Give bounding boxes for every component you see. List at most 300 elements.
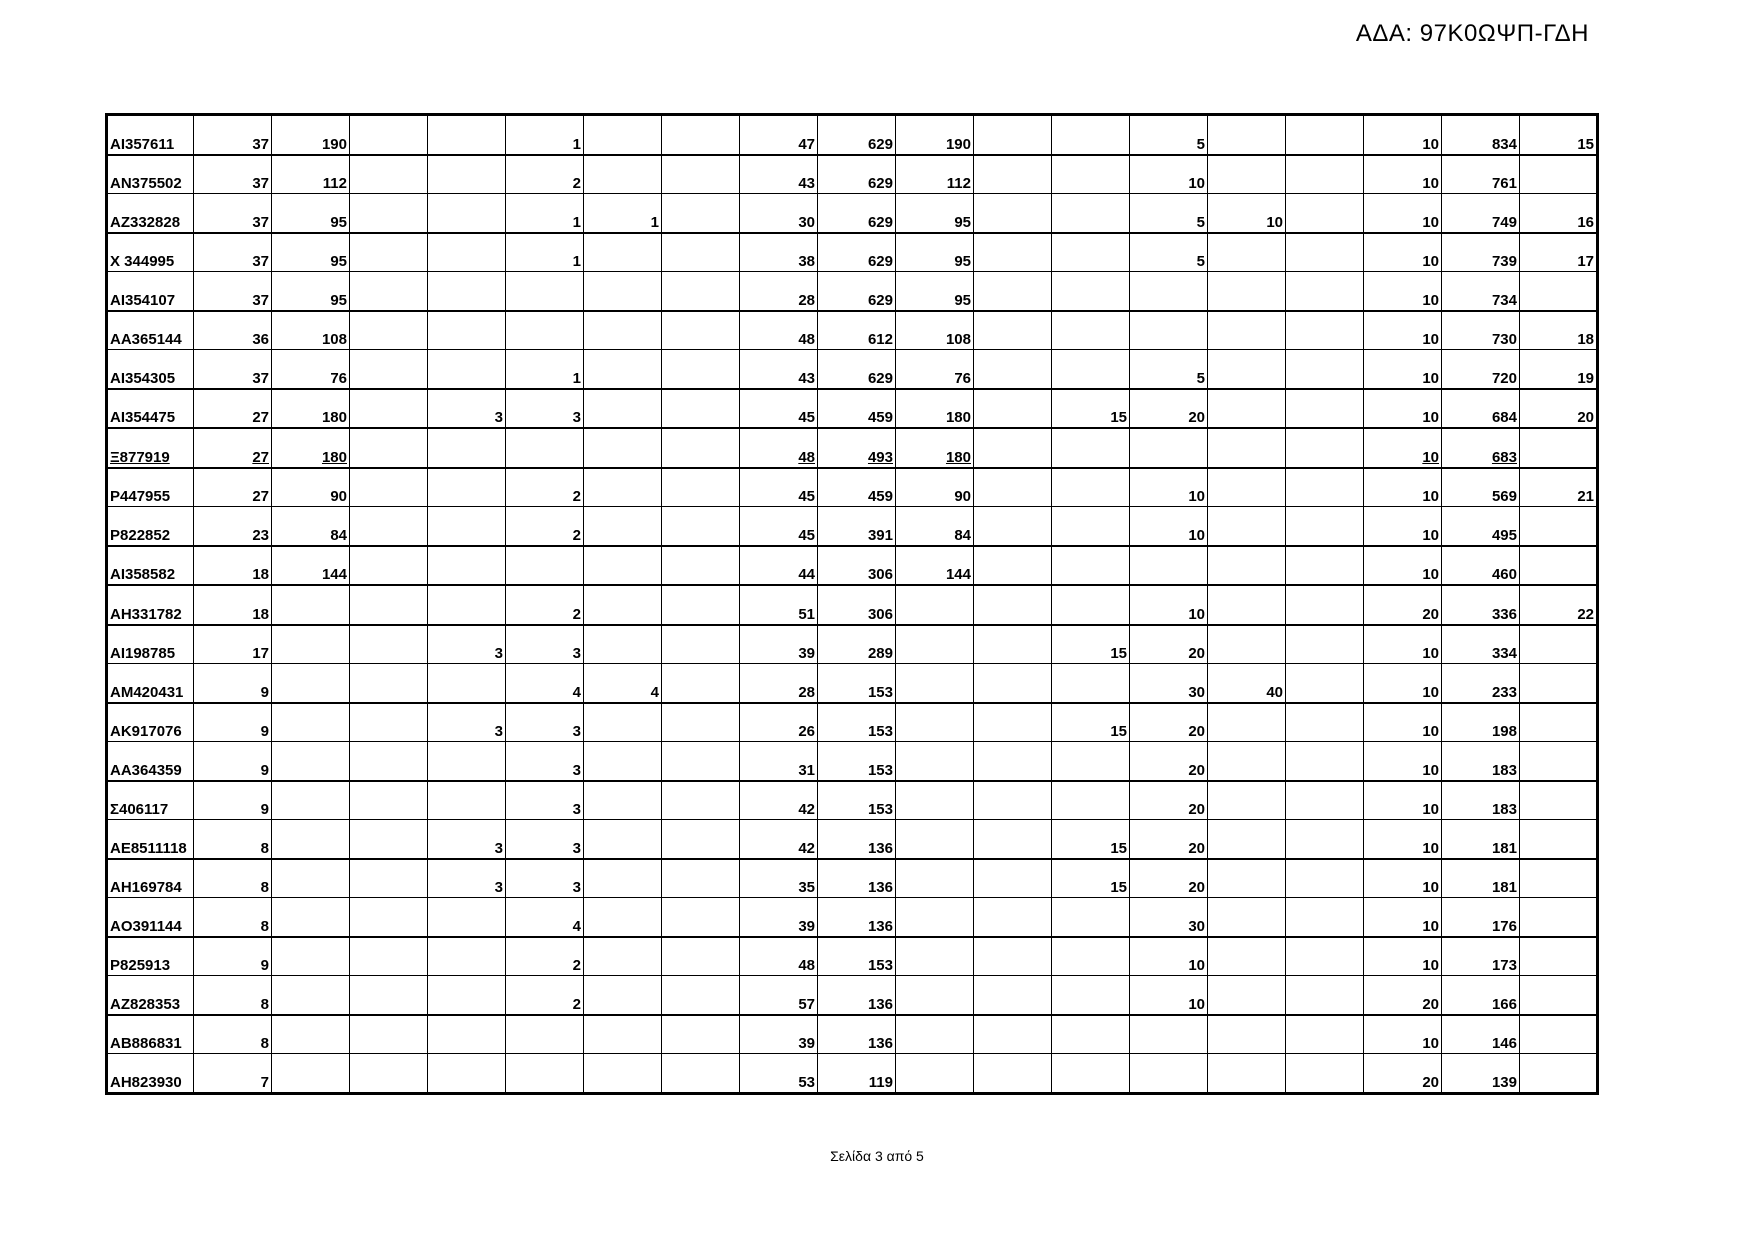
table-cell [974,937,1052,976]
table-cell: 190 [272,115,350,155]
table-cell: 20 [1130,781,1208,820]
table-cell: 3 [428,703,506,742]
table-cell [1208,703,1286,742]
table-cell [1208,976,1286,1015]
table-cell: 144 [272,546,350,586]
table-cell: 10 [1130,155,1208,194]
table-cell: 198 [1442,703,1520,742]
table-cell: 10 [1364,155,1442,194]
table-cell: 7 [194,1054,272,1094]
table-cell: 9 [194,781,272,820]
table-cell: 3 [506,820,584,859]
table-cell: 5 [1130,350,1208,389]
table-cell [584,937,662,976]
table-cell: 10 [1130,585,1208,625]
table-cell [1286,742,1364,781]
table-cell: 10 [1130,507,1208,546]
table-cell [350,781,428,820]
row-id-cell: AM420431 [107,664,194,703]
table-cell: 48 [740,937,818,976]
table-cell: 15 [1052,820,1130,859]
table-cell: 23 [194,507,272,546]
table-cell: 76 [896,350,974,389]
table-cell [1208,625,1286,664]
table-cell [1052,272,1130,311]
row-id-cell: AH331782 [107,585,194,625]
table-cell [662,625,740,664]
table-cell [1052,937,1130,976]
table-cell: 18 [1520,311,1598,350]
table-cell [1520,781,1598,820]
table-cell [272,1015,350,1054]
table-cell [428,546,506,586]
table-cell [428,664,506,703]
row-id-cell: AO391144 [107,898,194,937]
table-cell [1208,272,1286,311]
table-cell [974,859,1052,898]
table-cell [1286,976,1364,1015]
table-cell [584,1015,662,1054]
table-row [107,703,1598,742]
table-cell: 10 [1364,742,1442,781]
table-cell: 10 [1130,937,1208,976]
table-cell [896,1054,974,1094]
row-id-cell: Σ406117 [107,781,194,820]
table-cell [584,976,662,1015]
table-cell [350,546,428,586]
table-cell: 180 [896,389,974,429]
table-cell [1286,194,1364,233]
table-cell: 612 [818,311,896,350]
table-cell: 37 [194,272,272,311]
table-cell: 139 [1442,1054,1520,1094]
table-cell: 20 [1130,820,1208,859]
table-cell [350,859,428,898]
table-cell: 629 [818,272,896,311]
table-cell: 40 [1208,664,1286,703]
table-cell [428,742,506,781]
table-cell: 90 [272,468,350,507]
table-cell [662,272,740,311]
table-cell: 95 [896,233,974,272]
table-cell [1286,155,1364,194]
table-cell [1286,389,1364,429]
table-row [107,233,1598,272]
table-cell [662,468,740,507]
table-cell [662,311,740,350]
table-cell [1286,703,1364,742]
table-cell [428,585,506,625]
row-id-cell: AA364359 [107,742,194,781]
table-cell: 569 [1442,468,1520,507]
table-cell: 8 [194,976,272,1015]
table-cell: 10 [1364,820,1442,859]
table-cell [896,585,974,625]
table-cell [350,585,428,625]
table-cell: 4 [506,898,584,937]
table-cell [272,585,350,625]
row-id-cell: X 344995 [107,233,194,272]
table-cell [1130,1054,1208,1094]
table-cell [662,155,740,194]
row-id-cell: AZ828353 [107,976,194,1015]
table-cell: 10 [1364,898,1442,937]
table-cell [584,1054,662,1094]
table-cell [662,507,740,546]
table-row [107,976,1598,1015]
table-cell [662,820,740,859]
table-cell [350,155,428,194]
table-cell: 20 [1364,976,1442,1015]
table-cell [584,389,662,429]
table-cell: 10 [1364,468,1442,507]
table-cell: 136 [818,859,896,898]
table-cell [1286,859,1364,898]
table-cell: 20 [1130,742,1208,781]
table-cell [428,155,506,194]
table-cell [974,898,1052,937]
table-cell [1520,820,1598,859]
table-cell: 9 [194,703,272,742]
table-cell: 306 [818,585,896,625]
table-cell: 2 [506,585,584,625]
table-cell: 2 [506,468,584,507]
table-cell: 43 [740,155,818,194]
table-cell [272,898,350,937]
table-cell [1520,898,1598,937]
table-cell: 57 [740,976,818,1015]
table-cell [1052,194,1130,233]
table-cell [350,937,428,976]
table-cell: 20 [1130,389,1208,429]
table-cell [584,155,662,194]
table-cell [272,976,350,1015]
table-cell [1208,546,1286,586]
table-cell [1286,937,1364,976]
table-cell: 629 [818,155,896,194]
table-cell [428,468,506,507]
table-cell [662,585,740,625]
table-cell [272,625,350,664]
table-cell: 153 [818,742,896,781]
table-row [107,859,1598,898]
table-cell [974,976,1052,1015]
table-cell [584,428,662,468]
table-cell: 84 [896,507,974,546]
table-cell [350,625,428,664]
table-cell: 21 [1520,468,1598,507]
table-cell: 76 [272,350,350,389]
table-cell [584,820,662,859]
table-cell [974,468,1052,507]
table-cell [1286,428,1364,468]
table-cell [350,428,428,468]
table-cell: 1 [506,233,584,272]
table-cell: 10 [1364,1015,1442,1054]
table-cell: 15 [1520,115,1598,155]
table-cell: 459 [818,468,896,507]
table-cell: 181 [1442,820,1520,859]
table-cell: 459 [818,389,896,429]
table-cell [662,1015,740,1054]
table-row [107,820,1598,859]
table-cell [1520,272,1598,311]
table-cell: 336 [1442,585,1520,625]
table-row [107,742,1598,781]
table-cell [974,820,1052,859]
table-cell [1208,742,1286,781]
table-cell: 48 [740,428,818,468]
table-cell [974,115,1052,155]
table-cell [350,389,428,429]
table-cell [584,859,662,898]
table-cell: 95 [896,194,974,233]
table-cell: 10 [1364,703,1442,742]
table-cell: 19 [1520,350,1598,389]
table-cell [662,115,740,155]
table-cell [1520,625,1598,664]
table-cell: 22 [1520,585,1598,625]
table-cell [1286,233,1364,272]
table-cell [896,664,974,703]
table-cell [1208,350,1286,389]
table-cell: 306 [818,546,896,586]
table-cell [1520,155,1598,194]
table-cell [584,350,662,389]
table-cell: 10 [1364,507,1442,546]
table-cell [1208,859,1286,898]
table-cell: 37 [194,194,272,233]
table-row [107,664,1598,703]
table-cell: 136 [818,1015,896,1054]
table-cell: 629 [818,194,896,233]
table-cell [1052,742,1130,781]
table-cell: 38 [740,233,818,272]
table-cell: 684 [1442,389,1520,429]
table-cell: 112 [896,155,974,194]
table-cell [584,507,662,546]
table-cell [584,625,662,664]
table-cell: 20 [1520,389,1598,429]
table-cell [1520,1015,1598,1054]
table-cell [1208,233,1286,272]
table-cell [506,1015,584,1054]
table-cell: 10 [1364,115,1442,155]
table-cell [1520,1054,1598,1094]
table-cell: 27 [194,468,272,507]
table-cell [428,507,506,546]
table-cell: 144 [896,546,974,586]
table-cell: 749 [1442,194,1520,233]
table-cell [1052,976,1130,1015]
table-cell: 180 [272,389,350,429]
table-cell [1208,311,1286,350]
table-cell: 3 [428,625,506,664]
table-cell [584,546,662,586]
table-cell [428,115,506,155]
table-cell: 2 [506,976,584,1015]
table-cell: 10 [1208,194,1286,233]
table-cell: 683 [1442,428,1520,468]
table-cell: 9 [194,664,272,703]
table-cell [974,272,1052,311]
table-cell: 8 [194,898,272,937]
table-cell [272,664,350,703]
row-id-cell: AE8511118 [107,820,194,859]
table-cell [1286,1054,1364,1094]
table-cell: 20 [1130,625,1208,664]
table-cell [662,389,740,429]
table-cell: 190 [896,115,974,155]
table-cell [896,976,974,1015]
table-cell: 734 [1442,272,1520,311]
row-id-cell: P447955 [107,468,194,507]
row-id-cell: AI357611 [107,115,194,155]
table-cell [662,781,740,820]
table-cell [896,898,974,937]
table-cell [662,428,740,468]
table-row [107,311,1598,350]
table-cell: 153 [818,664,896,703]
table-cell [1286,585,1364,625]
table-cell [974,233,1052,272]
table-cell: 8 [194,1015,272,1054]
table-cell [896,781,974,820]
table-cell: 48 [740,311,818,350]
table-cell [1130,1015,1208,1054]
table-cell [428,1015,506,1054]
table-cell: 45 [740,389,818,429]
table-cell [350,898,428,937]
table-cell [1520,742,1598,781]
table-cell: 18 [194,546,272,586]
table-cell [1208,428,1286,468]
table-cell [974,625,1052,664]
table-cell [896,820,974,859]
row-id-cell: Ξ877919 [107,428,194,468]
page-number: Σελίδα 3 από 5 [830,1148,924,1164]
table-cell: 173 [1442,937,1520,976]
table-cell: 2 [506,155,584,194]
table-cell: 20 [1130,703,1208,742]
table-cell [584,233,662,272]
table-cell: 95 [272,233,350,272]
table-cell [272,742,350,781]
table-row [107,781,1598,820]
table-cell: 10 [1364,350,1442,389]
table-cell [662,350,740,389]
table-cell: 42 [740,781,818,820]
table-cell [1520,546,1598,586]
table-cell: 31 [740,742,818,781]
row-id-cell: AN375502 [107,155,194,194]
table-cell [272,820,350,859]
table-cell: 493 [818,428,896,468]
table-cell [506,272,584,311]
table-cell: 30 [1130,664,1208,703]
table-cell [1520,507,1598,546]
table-cell [1052,546,1130,586]
table-cell: 10 [1364,233,1442,272]
table-cell [662,233,740,272]
table-cell: 136 [818,898,896,937]
table-cell [1208,115,1286,155]
table-cell: 10 [1364,859,1442,898]
table-cell: 629 [818,350,896,389]
table-cell: 2 [506,507,584,546]
row-id-cell: AB886831 [107,1015,194,1054]
table-cell: 16 [1520,194,1598,233]
row-id-cell: AZ332828 [107,194,194,233]
table-cell: 15 [1052,703,1130,742]
table-cell [1520,703,1598,742]
table-cell [350,664,428,703]
table-cell: 176 [1442,898,1520,937]
table-cell: 2 [506,937,584,976]
row-id-cell: AA365144 [107,311,194,350]
table-cell [1208,468,1286,507]
table-row [107,115,1598,155]
table-cell [974,585,1052,625]
table-cell [1208,781,1286,820]
data-table [105,113,1599,1095]
row-id-cell: AH823930 [107,1054,194,1094]
table-cell [350,742,428,781]
table-row [107,546,1598,586]
table-cell: 108 [272,311,350,350]
table-cell [584,311,662,350]
table-cell: 10 [1364,664,1442,703]
row-id-cell: AI198785 [107,625,194,664]
table-cell: 90 [896,468,974,507]
table-cell [272,781,350,820]
table-cell: 17 [1520,233,1598,272]
table-cell [1052,781,1130,820]
table-cell [428,937,506,976]
table-cell [896,703,974,742]
table-cell: 136 [818,820,896,859]
table-row [107,625,1598,664]
table-cell [1052,350,1130,389]
table-cell [1052,115,1130,155]
table-cell [1052,1015,1130,1054]
table-cell [506,1054,584,1094]
table-cell [584,898,662,937]
table-row [107,155,1598,194]
table-cell: 8 [194,820,272,859]
table-cell: 44 [740,546,818,586]
table-cell: 27 [194,389,272,429]
table-cell [662,703,740,742]
table-cell: 37 [194,233,272,272]
ada-identifier: ΑΔΑ: 97Κ0ΩΨΠ-ΓΔΗ [1355,20,1589,47]
table-cell [506,428,584,468]
table-row [107,937,1598,976]
table-cell [1052,898,1130,937]
table-cell [1286,820,1364,859]
table-cell [350,115,428,155]
table-cell [974,350,1052,389]
table-cell: 27 [194,428,272,468]
table-cell: 47 [740,115,818,155]
table-cell: 739 [1442,233,1520,272]
table-cell [974,742,1052,781]
table-cell: 37 [194,350,272,389]
table-cell: 43 [740,350,818,389]
table-row [107,194,1598,233]
table-cell: 183 [1442,742,1520,781]
table-cell: 20 [1364,1054,1442,1094]
